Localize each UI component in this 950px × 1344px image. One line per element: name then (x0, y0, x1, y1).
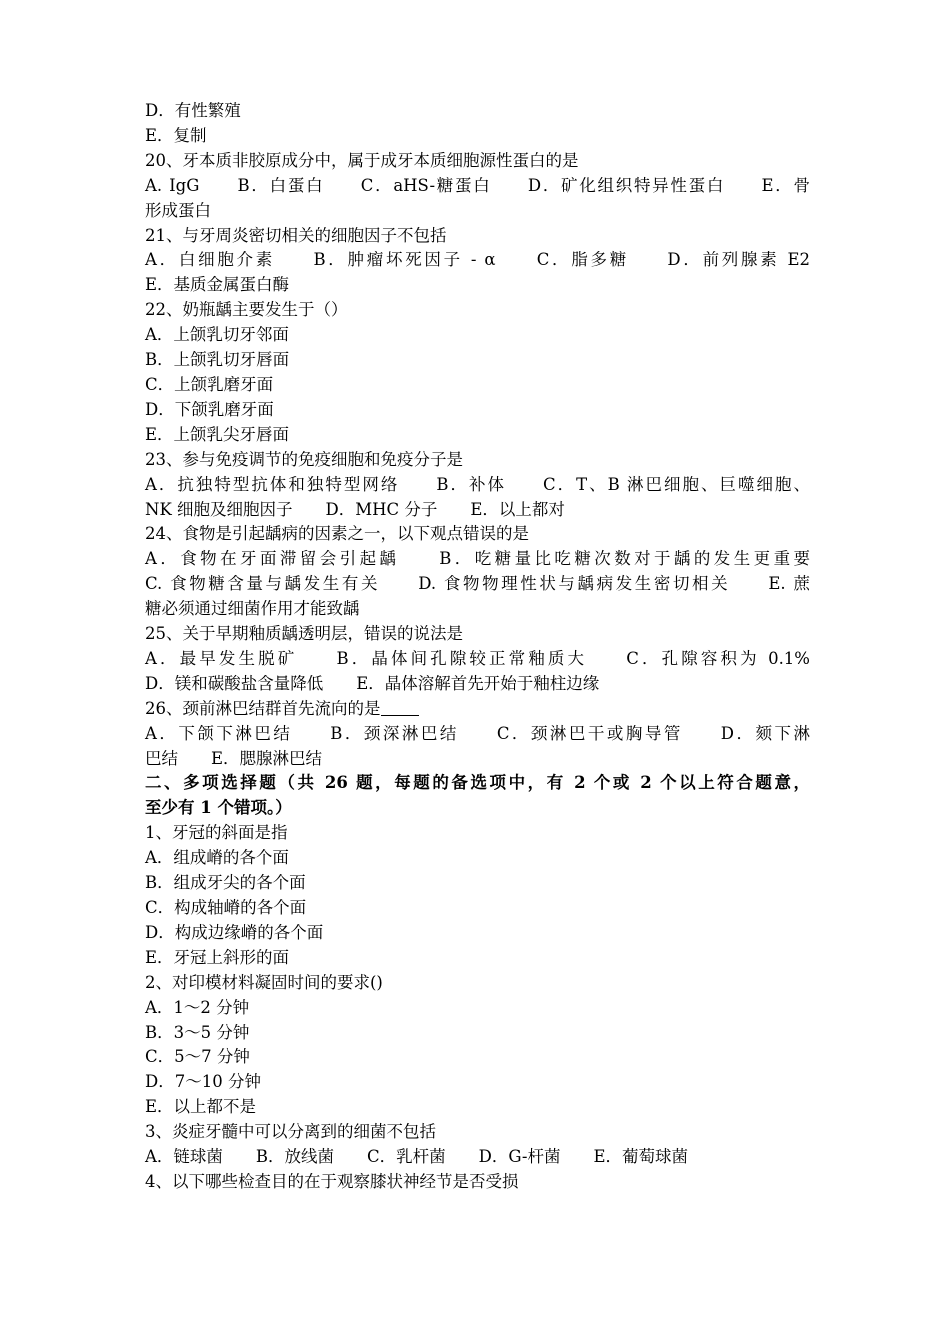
text-line (145, 174, 810, 199)
line-text: A．最早发生脱矿 B．晶体间孔隙较正常釉质大 C．孔隙容积为 0.1% (145, 648, 810, 668)
line-text: D．有性繁殖 (145, 101, 241, 120)
text-line (145, 124, 810, 149)
text-line (145, 647, 810, 672)
line-text: B．上颌乳切牙唇面 (145, 350, 290, 370)
text-line (145, 1045, 810, 1070)
text-line (145, 697, 810, 722)
line-text: 至少有 1 个错项。） (145, 798, 292, 818)
answer-blank (381, 698, 419, 716)
line-text: E．上颌乳尖牙唇面 (145, 424, 290, 444)
line-text: B．3～5 分钟 (145, 1022, 250, 1042)
line-text: E．复制 (145, 125, 207, 145)
text-line (145, 547, 810, 572)
line-text: E．牙冠上斜形的面 (145, 947, 290, 967)
text-line (145, 398, 810, 423)
line-text: A．组成嵴的各个面 (145, 848, 289, 868)
line-text: 23、参与免疫调节的免疫细胞和免疫分子是 (145, 449, 463, 469)
section-heading-line (145, 796, 810, 821)
text-line (145, 498, 810, 523)
text-line (145, 1145, 810, 1170)
text-line (145, 672, 810, 697)
line-text: 21、与牙周炎密切相关的细胞因子不包括 (145, 225, 447, 245)
line-text: 20、牙本质非胶原成分中，属于成牙本质细胞源性蛋白的是 (145, 150, 579, 170)
text-line (145, 373, 810, 398)
text-line (145, 348, 810, 373)
text-line (145, 1120, 810, 1145)
text-line (145, 921, 810, 946)
text-line (145, 423, 810, 448)
line-text: NK 细胞及细胞因子 D．MHC 分子 E．以上都对 (145, 499, 565, 519)
text-line (145, 572, 810, 597)
line-text: C．5～7 分钟 (145, 1047, 250, 1067)
text-line (145, 248, 810, 273)
line-text: A. IgG B．白蛋白 C．aHS-糖蛋白 D．矿化组织特异性蛋白 E．骨 (145, 175, 810, 195)
text-line (145, 1070, 810, 1095)
text-line (145, 622, 810, 647)
line-text: C．构成轴嵴的各个面 (145, 898, 307, 917)
text-line (145, 298, 810, 323)
text-line (145, 149, 810, 174)
text-line (145, 996, 810, 1021)
text-line (145, 1095, 810, 1120)
text-line (145, 473, 810, 498)
line-text: 3、炎症牙髓中可以分离到的细菌不包括 (145, 1122, 436, 1142)
line-text: B．组成牙尖的各个面 (145, 873, 306, 893)
text-line (145, 971, 810, 996)
line-text: D．镁和碳酸盐含量降低 E．晶体溶解首先开始于釉柱边缘 (145, 673, 600, 693)
text-line (145, 946, 810, 971)
text-line (145, 722, 810, 747)
text-line (145, 323, 810, 348)
text-line (145, 821, 810, 846)
line-text: D．7～10 分钟 (145, 1072, 261, 1092)
line-text: E．基质金属蛋白酶 (145, 275, 290, 295)
text-line (145, 273, 810, 298)
line-text: 25、关于早期釉质龋透明层，错误的说法是 (145, 624, 463, 644)
line-text: E．以上都不是 (145, 1097, 257, 1117)
line-text: A．1～2 分钟 (145, 997, 250, 1017)
text-line (145, 199, 810, 224)
line-text: 4、以下哪些检查目的在于观察膝状神经节是否受损 (145, 1171, 519, 1191)
line-text: D．构成边缘嵴的各个面 (145, 922, 324, 942)
line-text: 二、多项选择题（共 26 题，每题的备选项中，有 2 个或 2 个以上符合题意， (145, 773, 810, 793)
line-text: 糖必须通过细菌作用才能致龋 (145, 599, 360, 619)
text-line (145, 99, 810, 124)
text-line (145, 747, 810, 772)
line-text: C. 食物糖含量与龋发生有关 D. 食物物理性状与龋病发生密切相关 E. 蔗 (145, 574, 810, 594)
line-text: A．上颌乳切牙邻面 (145, 325, 289, 345)
line-text: A．白细胞介素 B．肿瘤坏死因子 - α C．脂多糖 D．前列腺素 E2 (145, 250, 810, 270)
line-text: D．下颌乳磨牙面 (145, 399, 274, 419)
line-text: 24、食物是引起龋病的因素之一，以下观点错误的是 (145, 524, 529, 544)
line-text: 22、奶瓶龋主要发生于（） (145, 300, 348, 320)
text-line (145, 1170, 810, 1195)
text-line (145, 871, 810, 896)
line-text: A．下颌下淋巴结 B．颈深淋巴结 C．颈淋巴干或胸导管 D．颏下淋 (145, 723, 810, 743)
line-text: 形成蛋白 (145, 200, 211, 220)
text-line (145, 522, 810, 547)
line-text: 2、对印模材料凝固时间的要求() (145, 972, 383, 992)
text-line (145, 1021, 810, 1046)
line-text: A．食物在牙面滞留会引起龋 B．吃糖量比吃糖次数对于龋的发生更重要 (145, 549, 810, 569)
text-line (145, 448, 810, 473)
line-text: 26、颈前淋巴结群首先流向的是 (145, 698, 381, 718)
line-text: A．抗独特型抗体和独特型网络 B．补体 C．T、B 淋巴细胞、巨噬细胞、 (145, 474, 810, 494)
text-line (145, 846, 810, 871)
line-text: A．链球菌 B．放线菌 C．乳杆菌 D．G-杆菌 E．葡萄球菌 (145, 1147, 689, 1167)
document-body (145, 99, 810, 1195)
text-line (145, 896, 810, 921)
text-line (145, 597, 810, 622)
line-text: 1、牙冠的斜面是指 (145, 823, 288, 843)
line-text: C．上颌乳磨牙面 (145, 374, 274, 394)
text-line (145, 224, 810, 249)
line-text: 巴结 E．腮腺淋巴结 (145, 748, 323, 768)
section-heading-line (145, 771, 810, 796)
